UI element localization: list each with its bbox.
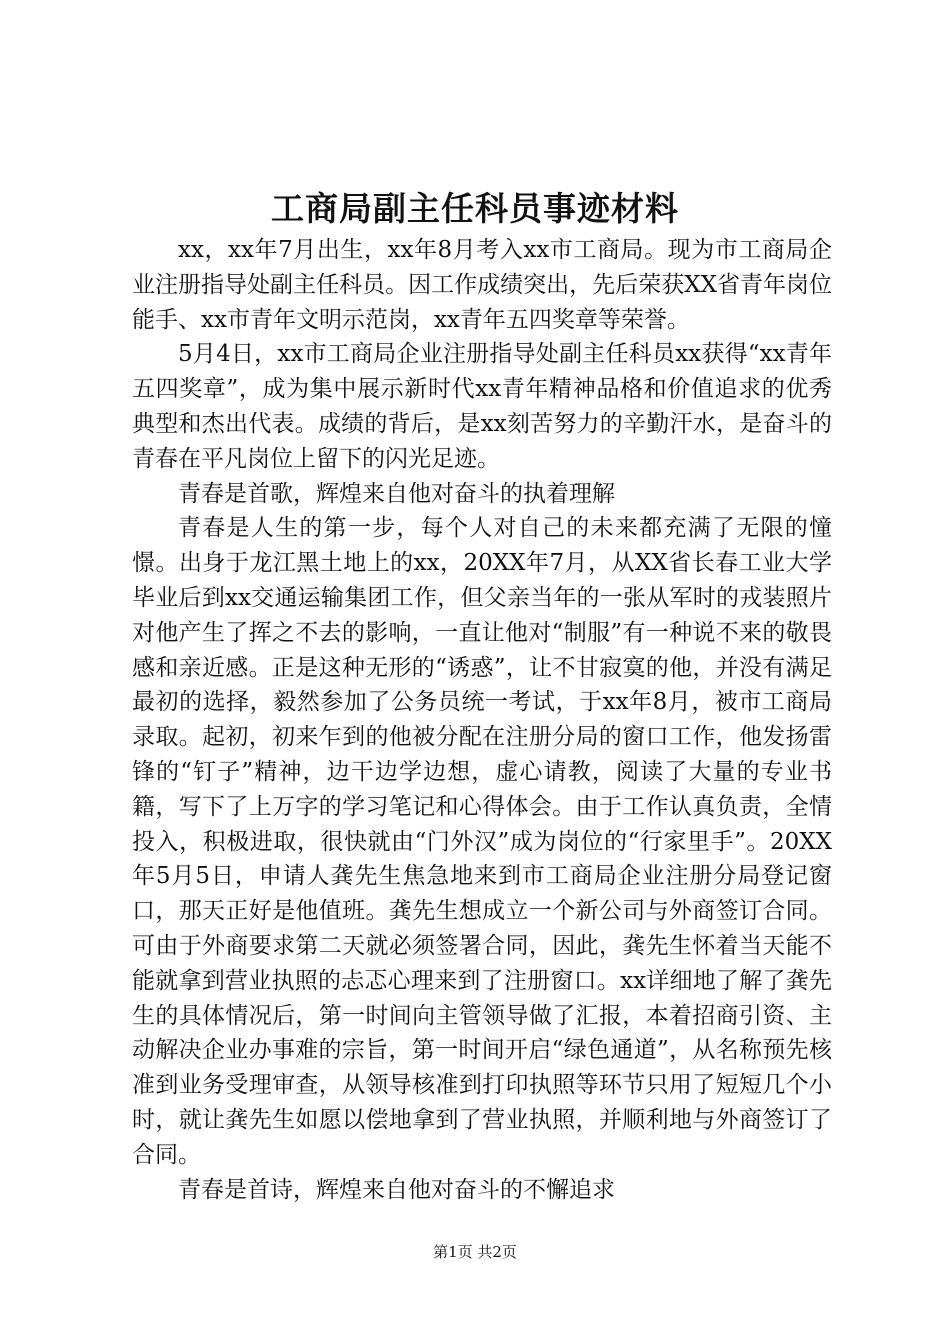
section-heading-song: 青春是首歌，辉煌来自他对奋斗的执着理解 (178, 480, 615, 507)
document-title: 工商局副主任科员事迹材料 (271, 189, 679, 228)
page-footer: 第1页 共2页 (433, 1243, 517, 1261)
document-body (132, 233, 832, 1207)
paragraph-story: 青春是人生的第一步，每个人对自己的未来都充满了无限的憧憬。出身于龙江黑土地上的xx，20XX年7月，从XX省长春工业大学毕业后到xx交通运输集团工作，但父亲当年的一张从军时的戎装照片对他产生了挥之不去的影响，一直让他对“制服”有一种说不来的敬畏感和亲近感。正是这种无形的“诱惑”，让不甘寂寞的他，并没有满足最初的选择，毅然参加了公务员统一考试，于xx年8月，被市工商局录取。起初，初来乍到的他被分配在注册分局的窗口工作，他发扬雷锋的“钉子”精神，边干边学边想，虚心请教，阅读了大量的专业书籍，写下了上万字的学习笔记和心得体会。由于工作认真负责，全情投入，积极进取，很快就由“门外汉”成为岗位的“行家里手”。20XX年5月5日，申请人龚先生焦急地来到市工商局企业注册分局登记窗口，那天正好是他值班。龚先生想成立一个新公司与外商签订合同。可由于外商要求第二天就必须签署合同，因此，龚先生怀着当天能不能就拿到营业执照的忐忑心理来到了注册窗口。xx详细地了解了龚先生的具体情况后，第一时间向主管领导做了汇报，本着招商引资、主动解决企业办事难的宗旨，第一时间开启“绿色通道”，从名称预先核准到业务受理审查，从领导核准到打印执照等环节只用了短短几个小时，就让龚先生如愿以偿地拿到了营业执照，并顺利地与外商签订了合同。 (132, 515, 832, 1168)
section-heading-poem: 青春是首诗，辉煌来自他对奋斗的不懈追求 (178, 1176, 615, 1203)
paragraph-intro: xx，xx年7月出生，xx年8月考入xx市工商局。现为市工商局企业注册指导处副主任科员。因工作成绩突出，先后荣获XX省青年岗位能手、xx市青年文明示范岗，xx青年五四奖章等荣誉。 (132, 237, 832, 333)
paragraph-award: 5月4日，xx市工商局企业注册指导处副主任科员xx获得“xx青年五四奖章”，成为集中展示新时代xx青年精神品格和价值追求的优秀典型和杰出代表。成绩的背后，是xx刻苦努力的辛勤汗水，是奋斗的青春在平凡岗位上留下的闪光足迹。 (132, 341, 832, 472)
